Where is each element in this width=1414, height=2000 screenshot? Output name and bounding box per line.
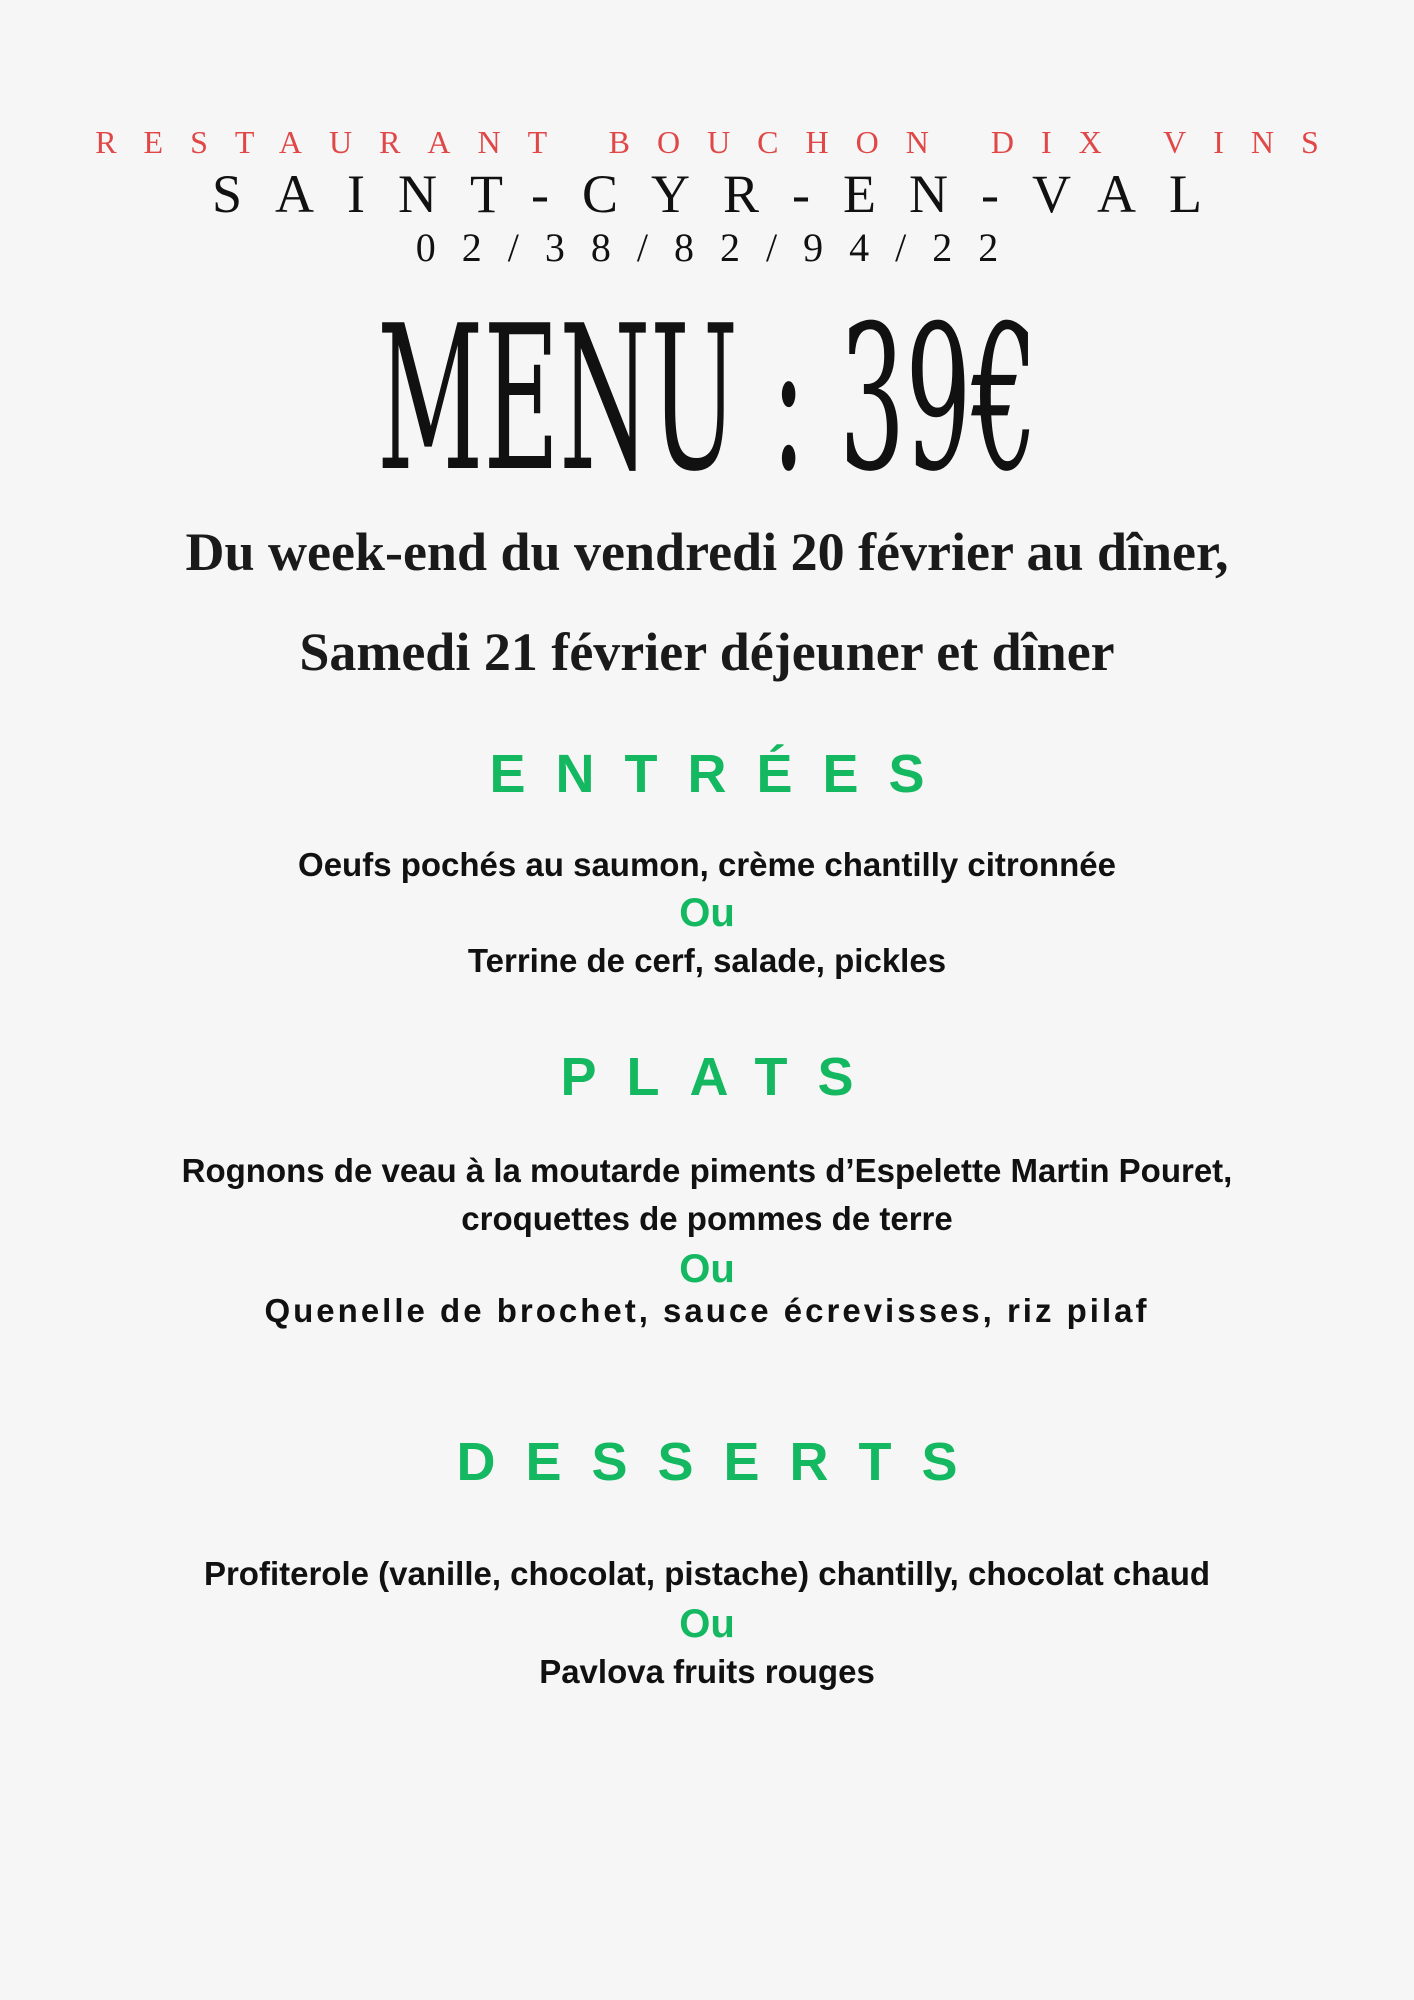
section-title-desserts: DESSERTS — [456, 1432, 988, 1492]
dish-plat-2: Quenelle de brochet, sauce écrevisses, riz pilaf — [264, 1292, 1150, 1329]
phone-number: 02/38/82/94/22 — [415, 225, 1025, 270]
dish-entree-1: Oeufs pochés au saumon, crème chantilly citronnée — [298, 846, 1116, 883]
dish-plat-1-line-2: croquettes de pommes de terre — [461, 1200, 953, 1237]
or-separator-plats: Ou — [679, 1247, 735, 1291]
restaurant-name: RESTAURANT BOUCHON DIX VINS — [95, 124, 1346, 160]
date-line-1: Du week-end du vendredi 20 février au dîner, — [185, 522, 1229, 582]
or-separator-desserts: Ou — [679, 1602, 735, 1646]
section-title-entrees: ENTRÉES — [489, 744, 955, 804]
town-name: SAINT-CYR-EN-VAL — [211, 164, 1236, 224]
dish-dessert-2: Pavlova fruits rouges — [539, 1653, 875, 1690]
menu-price-text: MENU : 39€ — [376, 283, 1038, 516]
dish-entree-2: Terrine de cerf, salade, pickles — [467, 942, 947, 979]
section-title-plats: PLATS — [560, 1047, 884, 1107]
dish-plat-1-line-1: Rognons de veau à la moutarde piments d’Espelette Martin Pouret, — [181, 1152, 1233, 1189]
menu-price-title — [0, 280, 1414, 520]
or-separator-entrees: Ou — [679, 891, 735, 935]
dish-dessert-1: Profiterole (vanille, chocolat, pistache) chantilly, chocolat chaud — [203, 1555, 1211, 1592]
date-line-2: Samedi 21 février déjeuner et dîner — [299, 622, 1115, 682]
